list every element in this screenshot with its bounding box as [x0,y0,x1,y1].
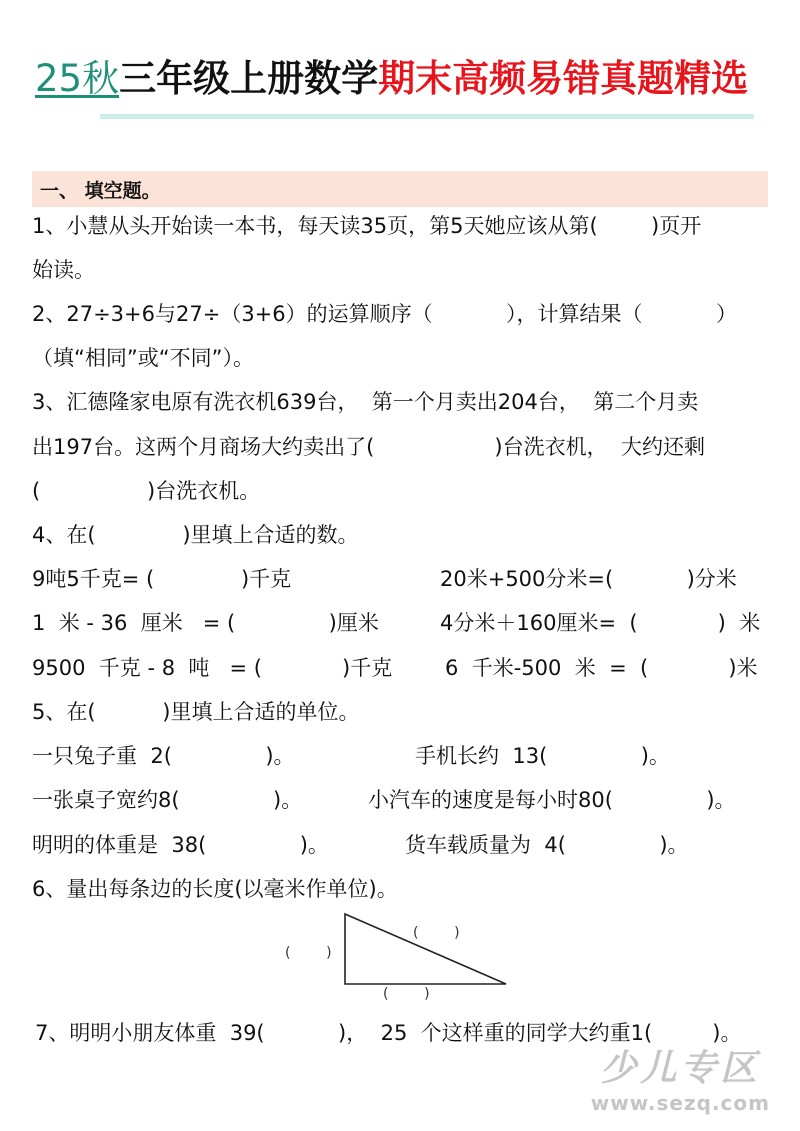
section-title: 一、 填空题。 [40,180,161,202]
question-3-line-1: 3、汇德隆家电原有洗衣机639台， 第一个月卖出204台， 第二个月卖 [32,390,699,414]
question-5-row-3-right: 货车载质量为 4( )。 [405,833,689,857]
question-2-line-1: 2、27÷3+6与27÷（3+6）的运算顺序（ ），计算结果（ ） [32,302,737,326]
question-5-row-1-right: 手机长约 13( )。 [415,744,670,768]
question-5-row-3-left: 明明的体重是 38( )。 [32,833,329,857]
question-3-line-3: ( )台洗衣机。 [32,479,261,503]
watermark-url: www.sezq.com [590,1091,770,1115]
question-6-heading: 6、量出每条边的长度(以毫米作单位)。 [32,877,398,901]
question-5-heading: 5、在( )里填上合适的单位。 [32,700,360,724]
question-4-row-1-left: 9吨5千克= ( )千克 [32,567,292,591]
question-3-line-2: 出197台。这两个月商场大约卖出了( )台洗衣机， 大约还剩 [32,435,705,459]
question-4-row-1-right: 20米+500分米=( )分米 [440,567,737,591]
triangle-hypotenuse-blank: ( ) [413,925,460,941]
question-4-heading: 4、在( )里填上合适的数。 [32,523,359,547]
question-1-line-2: 始读。 [32,258,95,282]
triangle-left-side-blank: ( ) [285,945,332,961]
question-1-line-1: 1、小慧从头开始读一本书，每天读35页，第5天她应该从第( )页开 [32,214,702,238]
question-7: 7、明明小朋友体重 39( )， 25 个这样重的同学大约重1( )。 [35,1021,742,1045]
question-4-row-2-right: 4分米＋160厘米= ( ) 米 [440,611,761,635]
question-4-row-3-right: 6 千米-500 米 = ( )米 [445,656,758,680]
question-2-line-2: （填“相同”或“不同”）。 [32,346,255,370]
question-5-row-2-right: 小汽车的速度是每小时80( )。 [368,788,736,812]
question-4-row-3-left: 9500 千克 - 8 吨 = ( )千克 [32,656,393,680]
triangle-bottom-side-blank: ( ) [383,986,430,1002]
question-5-row-1-left: 一只兔子重 2( )。 [32,744,295,768]
watermark [591,1040,770,1115]
question-5-row-2-left: 一张桌子宽约8( )。 [32,788,303,812]
title-grade: 三年级上册数学 [119,57,379,100]
question-4-row-2-left: 1 米 - 36 厘米 = ( )厘米 [32,611,379,635]
watermark-logo-text: 少儿专区 [600,1048,761,1089]
title-season: 25秋 [35,57,120,100]
title-highlight: 期末高频易错真题精选 [378,57,749,100]
